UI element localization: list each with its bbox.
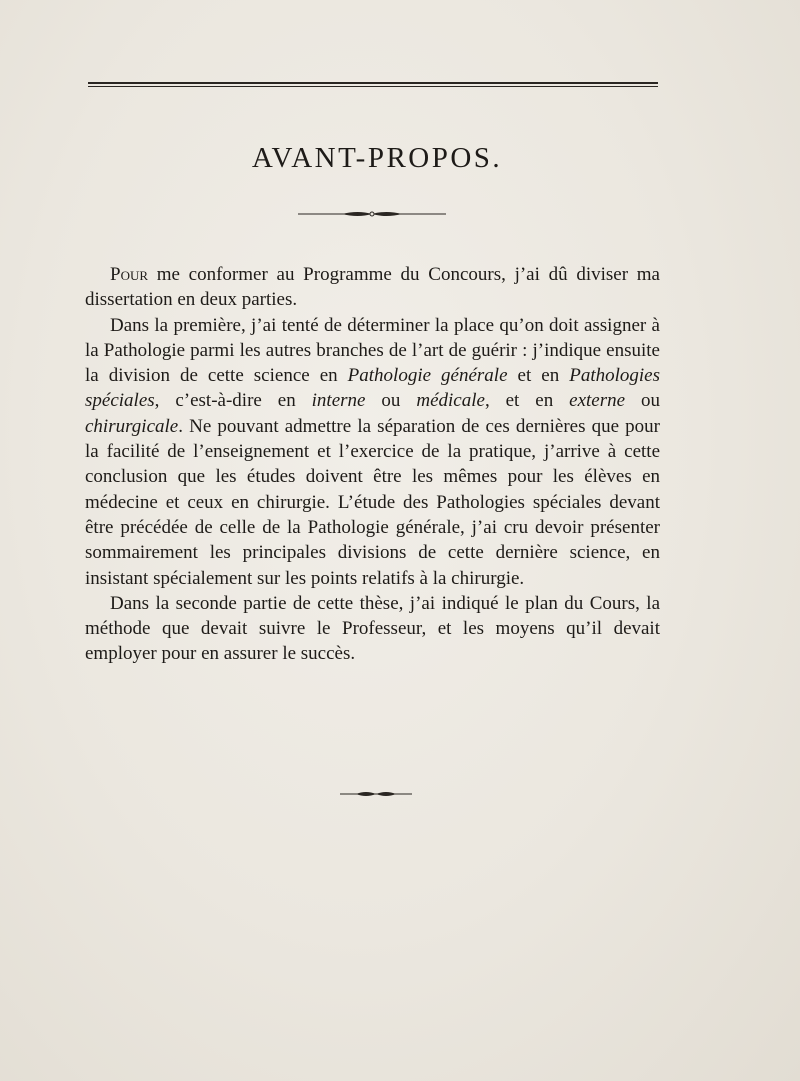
- text-segment: Dans la première, j’ai tenté de déterminer la place qu’on doit assigner à la Pathologie parmi les autres branches de l’art de guérir : j’indique ensuite la division de cette science en: [85, 314, 660, 387]
- text-segment: externe: [569, 390, 626, 412]
- text-segment: Dans la seconde partie de cette thèse, j’ai indiqué le plan du Cours, la méthode que devait suivre le Professeur, et les moyens qu’il devait employer pour en assurer le succès.: [85, 592, 660, 665]
- body-text: [85, 262, 660, 667]
- text-segment: Pathologie générale: [347, 365, 508, 387]
- page-title: AVANT-PROPOS.: [251, 142, 503, 174]
- ornament-divider-bottom: [340, 789, 412, 799]
- text-segment: Pour: [110, 264, 149, 285]
- text-segment: ou: [365, 390, 417, 412]
- text-segment: interne: [311, 390, 366, 412]
- text-segment: me conformer au Programme du Concours, j’ai dû diviser ma dissertation en deux parties.: [85, 264, 660, 311]
- top-double-rule: [88, 82, 658, 90]
- text-segment: chirurgicale: [85, 415, 179, 437]
- paragraph: [85, 262, 660, 313]
- text-segment: , et en: [484, 390, 570, 412]
- text-segment: médicale: [416, 390, 485, 412]
- text-segment: ou: [625, 390, 660, 412]
- text-segment: , c’est-à-dire en: [154, 390, 312, 412]
- paragraph: [85, 313, 660, 591]
- text-segment: . Ne pouvant admettre la séparation de ces dernières que pour la facilité de l’enseignement et l’exercice de la pratique, j’arrive à cette conclusion que les études doivent être les mêmes pour les élèves en médecine et ceux en chirurgie. L’étude des Pathologies spéciales devant être précédée de celle de la Pathologie générale, j’ai cru devoir présenter sommairement les principales divisions de cette dernière science, en insistant spécialement sur les points relatifs à la chirurgie.: [85, 415, 660, 589]
- text-segment: Pathologies spéciales: [85, 365, 660, 412]
- text-segment: et en: [507, 365, 570, 387]
- ornament-divider-top: [298, 208, 446, 220]
- paragraph: [85, 591, 660, 667]
